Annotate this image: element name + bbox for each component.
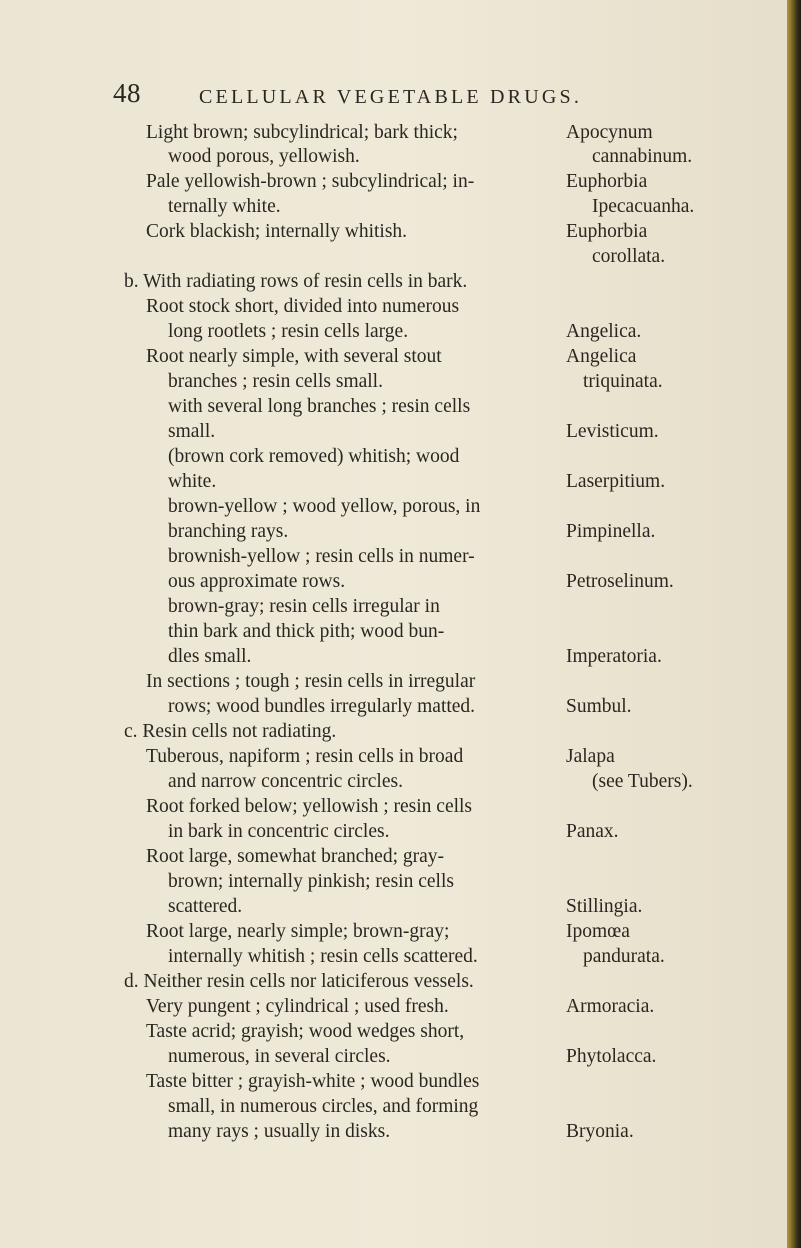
key-line	[0, 995, 801, 1021]
key-line	[0, 895, 801, 921]
description: Taste acrid; grayish; wood wedges short,	[146, 1021, 465, 1042]
key-line	[0, 770, 801, 796]
key-line	[0, 121, 801, 147]
description: ous approximate rows.	[168, 571, 346, 592]
description: In sections ; tough ; resin cells in irregular	[146, 671, 476, 692]
key-line	[0, 1095, 801, 1121]
description: Cork blackish; internally whitish.	[146, 221, 408, 242]
drug-name: Stillingia.	[566, 896, 643, 917]
description: internally whitish ; resin cells scattered.	[168, 946, 478, 967]
description: small, in numerous circles, and forming	[168, 1096, 479, 1117]
key-line	[0, 1070, 801, 1096]
drug-name: Panax.	[566, 821, 619, 842]
drug-name: Euphorbia	[566, 171, 648, 192]
description: and narrow concentric circles.	[168, 771, 403, 792]
drug-name: Armoracia.	[566, 996, 655, 1017]
key-line	[0, 320, 801, 346]
description: branching rays.	[168, 521, 289, 542]
drug-name: Laserpitium.	[566, 471, 666, 492]
key-line	[0, 945, 801, 971]
key-line	[0, 445, 801, 471]
drug-name: Apocynum	[566, 122, 653, 143]
description: many rays ; usually in disks.	[168, 1121, 391, 1142]
description: small.	[168, 421, 216, 442]
book-edge	[787, 0, 801, 1248]
key-line	[0, 870, 801, 896]
description: dles small.	[168, 646, 252, 667]
drug-name: Jalapa	[566, 746, 615, 767]
description: Root forked below; yellowish ; resin cells	[146, 796, 473, 817]
key-line	[0, 920, 801, 946]
description: Pale yellowish-brown ; subcylindrical; in-	[146, 171, 475, 192]
key-line	[0, 845, 801, 871]
key-line	[0, 795, 801, 821]
description: numerous, in several circles.	[168, 1046, 391, 1067]
drug-name: Phytolacca.	[566, 1046, 657, 1067]
drug-name: Petroselinum.	[566, 571, 674, 592]
description: Taste bitter ; grayish-white ; wood bundles	[146, 1071, 480, 1092]
drug-name: Imperatoria.	[566, 646, 662, 667]
description: brown-yellow ; wood yellow, porous, in	[168, 496, 481, 517]
key-line	[0, 395, 801, 421]
running-head: CELLULAR VEGETABLE DRUGS.	[199, 86, 583, 108]
key-line	[0, 220, 801, 246]
description: in bark in concentric circles.	[168, 821, 390, 842]
key-line	[0, 695, 801, 721]
description: branches ; resin cells small.	[168, 371, 383, 392]
description: with several long branches ; resin cells	[168, 396, 471, 417]
page-number: 48	[113, 78, 141, 108]
key-line	[0, 1120, 801, 1146]
drug-name: cannabinum.	[592, 146, 693, 167]
key-line	[0, 820, 801, 846]
description: (brown cork removed) whitish; wood	[168, 446, 460, 467]
drug-name: (see Tubers).	[592, 771, 693, 792]
key-line	[0, 195, 801, 221]
description: b. With radiating rows of resin cells in bark.	[124, 271, 468, 292]
key-line	[0, 295, 801, 321]
drug-name: Euphorbia	[566, 221, 648, 242]
key-line	[0, 170, 801, 196]
drug-name: Levisticum.	[566, 421, 659, 442]
description: Very pungent ; cylindrical ; used fresh.	[146, 996, 449, 1017]
description: Root large, somewhat branched; gray-	[146, 846, 445, 867]
key-line	[0, 545, 801, 571]
drug-name: triquinata.	[583, 371, 663, 392]
description: white.	[168, 471, 217, 492]
description: scattered.	[168, 896, 243, 917]
key-line	[0, 470, 801, 496]
drug-name: Sumbul.	[566, 696, 632, 717]
section-heading	[0, 270, 801, 296]
description: wood porous, yellowish.	[168, 146, 360, 167]
key-line	[0, 1045, 801, 1071]
description: brownish-yellow ; resin cells in numer-	[168, 546, 475, 567]
key-line	[0, 670, 801, 696]
key-line	[0, 145, 801, 171]
key-line	[0, 570, 801, 596]
drug-name: Pimpinella.	[566, 521, 656, 542]
description: thin bark and thick pith; wood bun-	[168, 621, 445, 642]
drug-name: Ipomœa	[566, 921, 630, 942]
section-heading	[0, 720, 801, 746]
description: Light brown; subcylindrical; bark thick;	[146, 122, 458, 143]
key-line	[0, 595, 801, 621]
description: brown; internally pinkish; resin cells	[168, 871, 454, 892]
key-line	[0, 495, 801, 521]
description: Root nearly simple, with several stout	[146, 346, 442, 367]
section-heading	[0, 970, 801, 996]
key-line	[0, 370, 801, 396]
drug-name: corollata.	[592, 246, 666, 267]
key-line	[0, 645, 801, 671]
key-line	[0, 345, 801, 371]
description: rows; wood bundles irregularly matted.	[168, 696, 476, 717]
description: Root stock short, divided into numerous	[146, 296, 460, 317]
description: ternally white.	[168, 196, 281, 217]
description: Root large, nearly simple; brown-gray;	[146, 921, 450, 942]
key-line	[0, 520, 801, 546]
description: d. Neither resin cells nor laticiferous vessels.	[124, 971, 474, 992]
key-line	[0, 245, 801, 271]
drug-name: Bryonia.	[566, 1121, 634, 1142]
drug-name: Angelica.	[566, 321, 642, 342]
drug-name: pandurata.	[583, 946, 665, 967]
key-line	[0, 420, 801, 446]
description: brown-gray; resin cells irregular in	[168, 596, 440, 617]
key-line	[0, 1020, 801, 1046]
drug-name: Angelica	[566, 346, 637, 367]
key-line	[0, 620, 801, 646]
description: Tuberous, napiform ; resin cells in broad	[146, 746, 464, 767]
description: long rootlets ; resin cells large.	[168, 321, 409, 342]
description: c. Resin cells not radiating.	[124, 721, 337, 742]
key-line	[0, 745, 801, 771]
drug-name: Ipecacuanha.	[592, 196, 695, 217]
